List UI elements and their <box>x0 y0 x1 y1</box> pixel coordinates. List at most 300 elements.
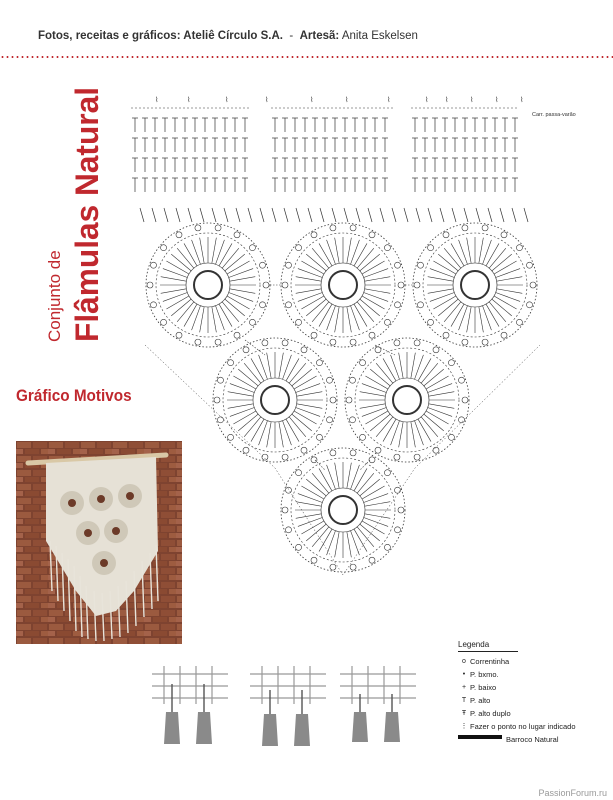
motif-spoke <box>362 261 385 274</box>
stitch-mark <box>212 208 216 222</box>
motif-spoke <box>451 243 464 266</box>
stitch-mark <box>428 208 432 222</box>
header-credits <box>38 30 418 42</box>
motif-spoke <box>219 243 232 266</box>
stitch-mark <box>368 208 372 222</box>
crochet-chart <box>125 80 565 600</box>
motif-picot <box>395 527 401 533</box>
motif-spoke <box>244 417 261 437</box>
motif-spoke <box>296 514 322 519</box>
motif-spoke <box>467 238 472 264</box>
motif-spoke <box>494 296 517 309</box>
stitch-mark: ⌇ <box>520 97 524 104</box>
motif-spoke <box>229 269 253 278</box>
motif-picot <box>316 434 322 440</box>
motif-spoke <box>251 358 264 381</box>
motif-spoke <box>297 392 323 397</box>
motif-spoke <box>259 355 268 379</box>
motif-picot <box>433 347 439 353</box>
stitch-mark: ⌇ <box>470 97 474 104</box>
motif-spoke <box>486 243 499 266</box>
motif-spoke <box>306 299 326 316</box>
motif-spoke <box>233 411 256 424</box>
motif-picot <box>327 417 333 423</box>
motif-spoke <box>227 296 250 309</box>
motif-picot <box>384 245 390 251</box>
motif-picot <box>459 417 465 423</box>
motif-spoke <box>383 358 396 381</box>
credit-label: Fotos, receitas e gráficos: Ateliê Círculo S.A. <box>38 30 283 42</box>
motif-spoke <box>184 304 197 327</box>
motif-picot <box>527 302 533 308</box>
chart-note: Carr. passa-varão <box>532 112 576 118</box>
legend-item-treble-crochet <box>458 709 598 718</box>
stitch-mark: ⌇ <box>387 97 391 104</box>
motif-spoke <box>216 306 225 330</box>
motif-spoke <box>301 486 324 499</box>
motif-picot <box>296 319 302 325</box>
motif-spoke <box>294 411 317 424</box>
legend-item-single-crochet <box>458 683 598 692</box>
stitch-mark <box>260 208 264 222</box>
motif-picot <box>296 470 302 476</box>
motif-spoke <box>365 502 391 507</box>
stitch-mark <box>248 208 252 222</box>
motif-spoke <box>347 238 352 264</box>
motif-picot <box>443 232 449 238</box>
motif-picot <box>311 332 317 338</box>
motif-picot <box>296 544 302 550</box>
motif-spoke <box>283 421 292 445</box>
stitch-mark <box>296 208 300 222</box>
motif-spoke <box>354 304 367 327</box>
motif-picot <box>433 447 439 453</box>
motif-spoke <box>362 408 386 417</box>
motif-spoke <box>230 289 256 294</box>
motif-picot <box>296 245 302 251</box>
stitch-mark <box>332 208 336 222</box>
motif-picot <box>214 397 220 403</box>
legend-item-double-crochet <box>458 696 598 705</box>
watermark: PassionForum.ru <box>538 788 607 798</box>
motif-spoke <box>418 419 431 442</box>
motif-picot <box>285 262 291 268</box>
motif-picot <box>316 360 322 366</box>
motif-spoke <box>467 307 472 333</box>
motif-spoke <box>296 289 322 294</box>
motif-spoke <box>296 277 322 282</box>
stitch-mark <box>452 208 456 222</box>
motif-spoke <box>365 411 388 424</box>
motif-picot <box>394 454 400 460</box>
motif-spoke <box>296 502 322 507</box>
motif-spoke <box>391 355 400 379</box>
motif-spoke <box>362 384 386 393</box>
motif-spoke <box>351 306 360 330</box>
motif-picot <box>414 340 420 346</box>
motif-picot <box>428 245 434 251</box>
motif-spoke <box>426 376 449 389</box>
motif-spoke <box>347 307 352 333</box>
motif-spoke <box>312 302 329 322</box>
motif-picot <box>350 450 356 456</box>
motif-center-ring <box>261 386 289 414</box>
outline-chain <box>145 345 540 575</box>
motif-spoke <box>362 486 385 499</box>
header-separator: - <box>289 30 294 42</box>
stitch-mark <box>176 208 180 222</box>
motif-picot <box>234 232 240 238</box>
motif-picot <box>311 457 317 463</box>
stitch-mark <box>500 208 504 222</box>
stitch-mark <box>524 208 528 222</box>
motif-spoke <box>244 363 261 383</box>
stitch-mark: ⌇ <box>310 97 314 104</box>
motif-spoke <box>279 422 284 448</box>
motif-spoke <box>286 358 299 381</box>
motif-picot <box>330 397 336 403</box>
motif-spoke <box>489 302 506 322</box>
motif-spoke <box>479 238 484 264</box>
motif-picot <box>384 319 390 325</box>
motif-spoke <box>351 465 360 489</box>
motif-spoke <box>259 421 268 445</box>
legend-label: Barroco Natural <box>506 735 559 744</box>
motif-spoke <box>306 254 326 271</box>
motif-spoke <box>479 307 484 333</box>
stitch-mark <box>272 208 276 222</box>
motif-picot <box>330 564 336 570</box>
stitch-mark: ⌇ <box>265 97 269 104</box>
motif-inner-ring <box>321 488 365 532</box>
vertical-title <box>20 80 110 360</box>
motif-spoke <box>230 384 254 393</box>
motif-spoke <box>335 238 340 264</box>
motif-spoke <box>177 302 194 322</box>
motif-picot <box>395 262 401 268</box>
motif-spoke <box>362 521 385 534</box>
motif-picot <box>215 339 221 345</box>
motif-spoke <box>312 248 329 268</box>
legend <box>458 640 598 748</box>
motif-inner-ring <box>453 263 497 307</box>
motif-center-ring <box>461 271 489 299</box>
motif-inner-ring <box>253 378 297 422</box>
motif-spoke <box>365 376 388 389</box>
motif-spoke <box>228 392 254 397</box>
cord-bar-icon <box>458 735 502 739</box>
legend-label: Fazer o ponto no lugar indicado <box>470 722 576 731</box>
motif-spoke <box>459 306 468 330</box>
legend-label: Correntinha <box>470 657 510 666</box>
motif-spoke <box>426 411 449 424</box>
motif-spoke <box>225 299 245 316</box>
legend-item-slip-stitch <box>458 670 598 679</box>
motif-picot <box>195 225 201 231</box>
motif-spoke <box>171 299 191 316</box>
motif-picot <box>527 262 533 268</box>
stitch-mark <box>512 208 516 222</box>
motif-spoke <box>161 289 187 294</box>
motif-picot <box>394 340 400 346</box>
motif-spoke <box>233 376 256 389</box>
stitch-mark <box>440 208 444 222</box>
motif-spoke <box>319 468 332 491</box>
motif-spoke <box>376 417 393 437</box>
motif-picot <box>147 282 153 288</box>
motif-inner-ring <box>385 378 429 422</box>
motif-picot <box>375 447 381 453</box>
motif-spoke <box>171 254 191 271</box>
motif-spoke <box>360 254 380 271</box>
title-line2: Flâmulas Natural <box>69 84 105 342</box>
motif-spoke <box>444 302 461 322</box>
legend-title: Legenda <box>458 640 518 652</box>
motif-spoke <box>286 419 299 442</box>
artisan-name: Anita Eskelsen <box>341 30 418 42</box>
stitch-mark: ⌇ <box>225 97 229 104</box>
motif-picot <box>282 507 288 513</box>
motif-spoke <box>306 479 326 496</box>
motif-spoke <box>298 494 322 503</box>
motif-spoke <box>163 269 187 278</box>
motif-picot <box>301 447 307 453</box>
motif-spoke <box>312 527 329 547</box>
motif-spoke <box>227 261 250 274</box>
motif-picot <box>311 232 317 238</box>
motif-spoke <box>289 417 306 437</box>
motif-spoke <box>428 408 452 417</box>
motif-picot <box>350 339 356 345</box>
motif-spoke <box>451 304 464 327</box>
motif-spoke <box>267 353 272 379</box>
motif-picot <box>195 339 201 345</box>
motif-spoke <box>184 243 197 266</box>
motif-spoke <box>428 384 452 393</box>
motif-picot <box>243 347 249 353</box>
motif-spoke <box>297 404 323 409</box>
motif-spoke <box>364 269 388 278</box>
motif-spoke <box>428 289 454 294</box>
motif-center-ring <box>194 271 222 299</box>
motif-spoke <box>230 277 256 282</box>
motif-spoke <box>360 479 380 496</box>
legend-label: P. baixo <box>470 683 497 692</box>
motif-spoke <box>430 269 454 278</box>
motif-spoke <box>238 414 258 431</box>
stitch-mark <box>392 208 396 222</box>
stitch-mark <box>140 208 144 222</box>
motif-spoke <box>296 384 320 393</box>
motif-spoke <box>492 254 512 271</box>
stitch-mark <box>380 208 384 222</box>
motif-spoke <box>496 269 520 278</box>
motif-spoke <box>496 293 520 302</box>
tassel-diagram-2 <box>248 664 328 759</box>
motif-spoke <box>354 243 367 266</box>
motif-picot <box>262 340 268 346</box>
motif-spoke <box>166 296 189 309</box>
motif-picot <box>349 417 355 423</box>
motif-spoke <box>292 369 312 386</box>
motif-picot <box>516 245 522 251</box>
motif-spoke <box>365 289 391 294</box>
motif-spoke <box>351 240 360 264</box>
motif-picot <box>448 360 454 366</box>
motif-picot <box>150 302 156 308</box>
legend-item-chain <box>458 657 598 666</box>
motif-spoke <box>433 261 456 274</box>
motif-picot <box>369 332 375 338</box>
motif-spoke <box>354 468 367 491</box>
motif-picot <box>161 319 167 325</box>
motif-picot <box>301 347 307 353</box>
page-header <box>0 0 613 58</box>
motif-spoke <box>222 302 239 322</box>
stitch-mark: ⌇ <box>445 97 449 104</box>
artisan-label: Artesã: <box>299 30 340 42</box>
motif-spoke <box>238 369 258 386</box>
motif-center-ring <box>393 386 421 414</box>
motif-inner-ring <box>186 263 230 307</box>
section-title: Gráfico Motivos <box>16 386 132 405</box>
motif-spoke <box>424 369 444 386</box>
motif-spoke <box>360 392 386 397</box>
motif-spoke <box>421 363 438 383</box>
motif-spoke <box>327 465 336 489</box>
motif-picot <box>516 319 522 325</box>
stitch-mark <box>464 208 468 222</box>
tassel-diagram-1 <box>150 664 230 759</box>
motif-spoke <box>222 248 239 268</box>
motif-spoke <box>494 261 517 274</box>
motif-spoke <box>430 293 454 302</box>
stitch-mark <box>152 208 156 222</box>
motif-picot <box>311 557 317 563</box>
stitch-mark: ⌇ <box>345 97 349 104</box>
motif-picot <box>501 232 507 238</box>
motif-spoke <box>289 363 306 383</box>
motif-spoke <box>429 392 455 397</box>
motif-picot <box>462 397 468 403</box>
legend-label: P. alto duplo <box>470 709 511 718</box>
motif-spoke <box>192 306 201 330</box>
motif-picot <box>150 262 156 268</box>
tassel-diagram-3 <box>338 664 418 759</box>
motif-spoke <box>219 304 232 327</box>
motif-spoke <box>279 353 284 379</box>
motif-spoke <box>370 369 390 386</box>
stitch-mark <box>236 208 240 222</box>
motif-picot <box>369 232 375 238</box>
motif-spoke <box>306 524 326 541</box>
stitch-mark <box>188 208 192 222</box>
motif-spoke <box>418 358 431 381</box>
motif-spoke <box>229 293 253 302</box>
stitch-mark <box>404 208 408 222</box>
stitch-mark <box>164 208 168 222</box>
motif-picot <box>330 450 336 456</box>
motif-spoke <box>357 473 374 493</box>
motif-spoke <box>438 299 458 316</box>
stitch-mark <box>356 208 360 222</box>
motif-spoke <box>357 302 374 322</box>
motif-spoke <box>319 243 332 266</box>
motif-spoke <box>283 355 292 379</box>
motif-spoke <box>225 254 245 271</box>
motif-picot <box>414 454 420 460</box>
motif-spoke <box>415 421 424 445</box>
motif-picot <box>330 339 336 345</box>
motif-picot <box>530 282 536 288</box>
motif-spoke <box>483 240 492 264</box>
motif-spoke <box>438 254 458 271</box>
dotted-divider <box>0 56 613 58</box>
motif-spoke <box>251 419 264 442</box>
motif-picot <box>285 302 291 308</box>
motif-spoke <box>228 404 254 409</box>
join-chain <box>360 460 370 470</box>
motif-picot <box>398 507 404 513</box>
motif-center-ring <box>329 496 357 524</box>
motif-picot <box>282 454 288 460</box>
motif-spoke <box>459 240 468 264</box>
treble-crochet-icon: Ŧ <box>461 710 467 717</box>
stitch-mark: ⌇ <box>187 97 191 104</box>
motif-picot <box>369 457 375 463</box>
legend-label: P. bxmo. <box>470 670 499 679</box>
motif-spoke <box>429 404 455 409</box>
motif-picot <box>243 447 249 453</box>
motif-picot <box>428 319 434 325</box>
chain-icon: o <box>462 658 466 665</box>
motif-picot <box>448 434 454 440</box>
motif-spoke <box>360 524 380 541</box>
motif-picot <box>215 225 221 231</box>
motif-spoke <box>360 299 380 316</box>
motif-spoke <box>362 296 385 309</box>
motif-picot <box>217 417 223 423</box>
motif-spoke <box>335 463 340 489</box>
motif-picot <box>262 454 268 460</box>
motif-spoke <box>212 307 217 333</box>
motif-picot <box>346 397 352 403</box>
motif-spoke <box>497 277 523 282</box>
motif-spoke <box>365 514 391 519</box>
motif-spoke <box>391 421 400 445</box>
motif-spoke <box>200 307 205 333</box>
motif-spoke <box>428 277 454 282</box>
stitch-mark <box>416 208 420 222</box>
stitch-mark <box>320 208 324 222</box>
motif-spoke <box>365 277 391 282</box>
motif-picot <box>462 339 468 345</box>
motif-spoke <box>364 494 388 503</box>
motif-spoke <box>444 248 461 268</box>
stitch-mark <box>200 208 204 222</box>
motif-spoke <box>399 353 404 379</box>
motif-picot <box>501 332 507 338</box>
motif-picot <box>482 339 488 345</box>
motif-spoke <box>383 419 396 442</box>
legend-item-cord <box>458 735 598 744</box>
motif-spoke <box>364 293 388 302</box>
motif-picot <box>369 557 375 563</box>
motif-spoke <box>298 293 322 302</box>
stitch-mark <box>344 208 348 222</box>
motif-picot <box>349 377 355 383</box>
motif-spoke <box>298 269 322 278</box>
